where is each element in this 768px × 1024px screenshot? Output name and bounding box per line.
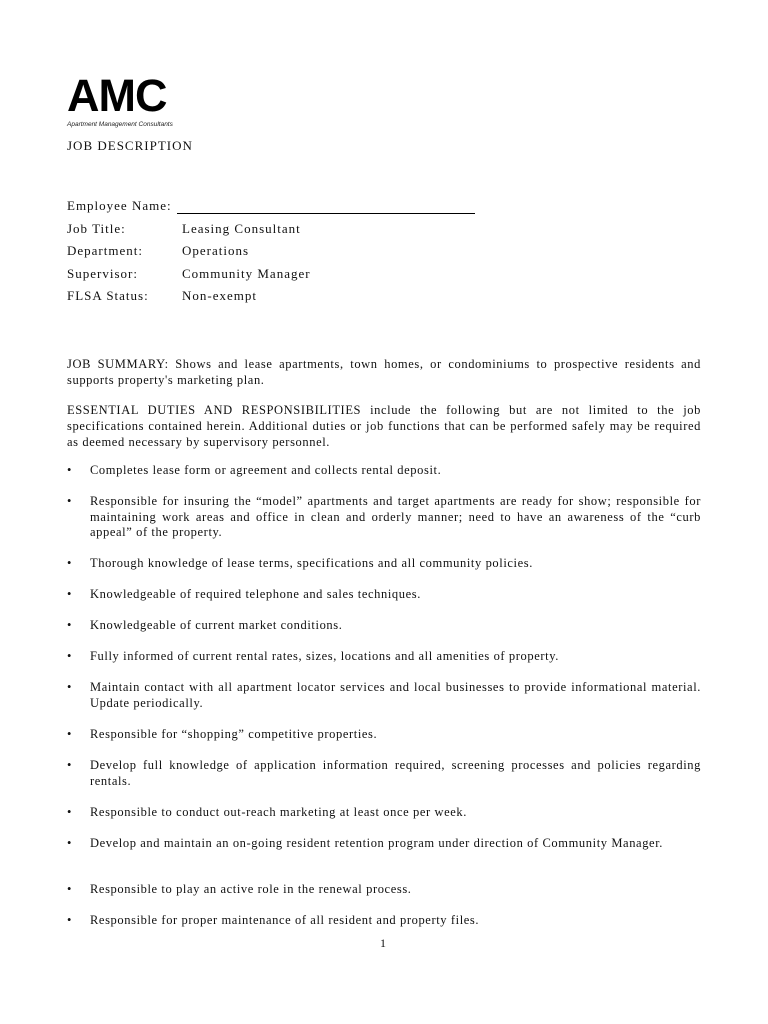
page-number: 1 <box>380 936 386 950</box>
bullet-icon: • <box>67 727 72 741</box>
list-item-text: Knowledgeable of required telephone and sales techniques. <box>90 587 421 601</box>
list-item <box>67 913 701 929</box>
list-item-text: Fully informed of current rental rates, sizes, locations and all amenities of property. <box>90 649 559 663</box>
list-item-text: Thorough knowledge of lease terms, specifications and all community policies. <box>90 556 533 570</box>
bullet-icon: • <box>67 805 72 819</box>
list-item-text: Responsible to play an active role in the renewal process. <box>90 882 412 896</box>
bullet-icon: • <box>67 680 72 694</box>
list-item-text: Responsible to conduct out-reach marketing at least once per week. <box>90 805 467 819</box>
list-item-text: Responsible for insuring the “model” apartments and target apartments are ready for show; responsible for maintaining work areas and office in clean and orderly manner; need to have an awareness of the “curb appeal” of the property. <box>90 494 701 539</box>
field-label: FLSA Status: <box>67 288 149 303</box>
bullet-icon: • <box>67 758 72 772</box>
field-value: Community Manager <box>182 265 311 281</box>
bullet-icon: • <box>67 618 72 632</box>
list-item <box>67 556 701 572</box>
document-title: JOB DESCRIPTION <box>67 138 193 153</box>
bullet-icon: • <box>67 556 72 570</box>
field-value: Operations <box>182 243 250 258</box>
field-label: Supervisor: <box>67 265 138 281</box>
list-item-text: Responsible for “shopping” competitive properties. <box>90 727 378 741</box>
list-item-text: Maintain contact with all apartment locator services and local businesses to provide informational material. Update periodically. <box>90 680 701 710</box>
logo-wordmark: AMC <box>67 70 167 121</box>
bullet-icon: • <box>67 463 72 477</box>
company-logo <box>67 70 173 128</box>
list-item-text: Completes lease form or agreement and collects rental deposit. <box>90 463 442 477</box>
essential-duties-intro: ESSENTIAL DUTIES AND RESPONSIBILITIES include the following but are not limited to the job specifications contained herein. Additional duties or job functions that can be performed safely may be required as deemed necessary by supervisory personnel. <box>67 403 701 449</box>
list-item-text: Responsible for proper maintenance of all resident and property files. <box>90 913 480 927</box>
field-value: Non-exempt <box>182 288 257 303</box>
field-label: Department: <box>67 243 143 258</box>
logo-tagline: Apartment Management Consultants <box>67 121 173 128</box>
list-item <box>67 463 701 479</box>
list-item <box>67 587 701 603</box>
employee-name-blank-line <box>177 213 475 214</box>
list-item <box>67 836 701 852</box>
list-item-text: Develop full knowledge of application information required, screening processes and policies regarding rentals. <box>90 758 701 788</box>
field-label: Job Title: <box>67 220 126 236</box>
list-item <box>67 680 701 711</box>
field-value: Leasing Consultant <box>182 220 301 236</box>
bullet-icon: • <box>67 494 72 508</box>
list-item <box>67 494 701 541</box>
list-item <box>67 727 701 743</box>
bullet-icon: • <box>67 913 72 927</box>
list-item <box>67 649 701 665</box>
field-label: Employee Name: <box>67 198 172 213</box>
bullet-icon: • <box>67 587 72 601</box>
list-item <box>67 805 701 821</box>
bullet-icon: • <box>67 836 72 850</box>
list-item-text: Knowledgeable of current market conditions. <box>90 618 343 632</box>
bullet-icon: • <box>67 649 72 663</box>
job-summary: JOB SUMMARY: Shows and lease apartments, town homes, or condominiums to prospective residents and supports property's marketing plan. <box>67 357 701 387</box>
list-item <box>67 882 701 898</box>
list-item <box>67 758 701 789</box>
list-item <box>67 618 701 634</box>
list-item-text: Develop and maintain an on-going resident retention program under direction of Community Manager. <box>90 836 663 850</box>
bullet-icon: • <box>67 882 72 896</box>
